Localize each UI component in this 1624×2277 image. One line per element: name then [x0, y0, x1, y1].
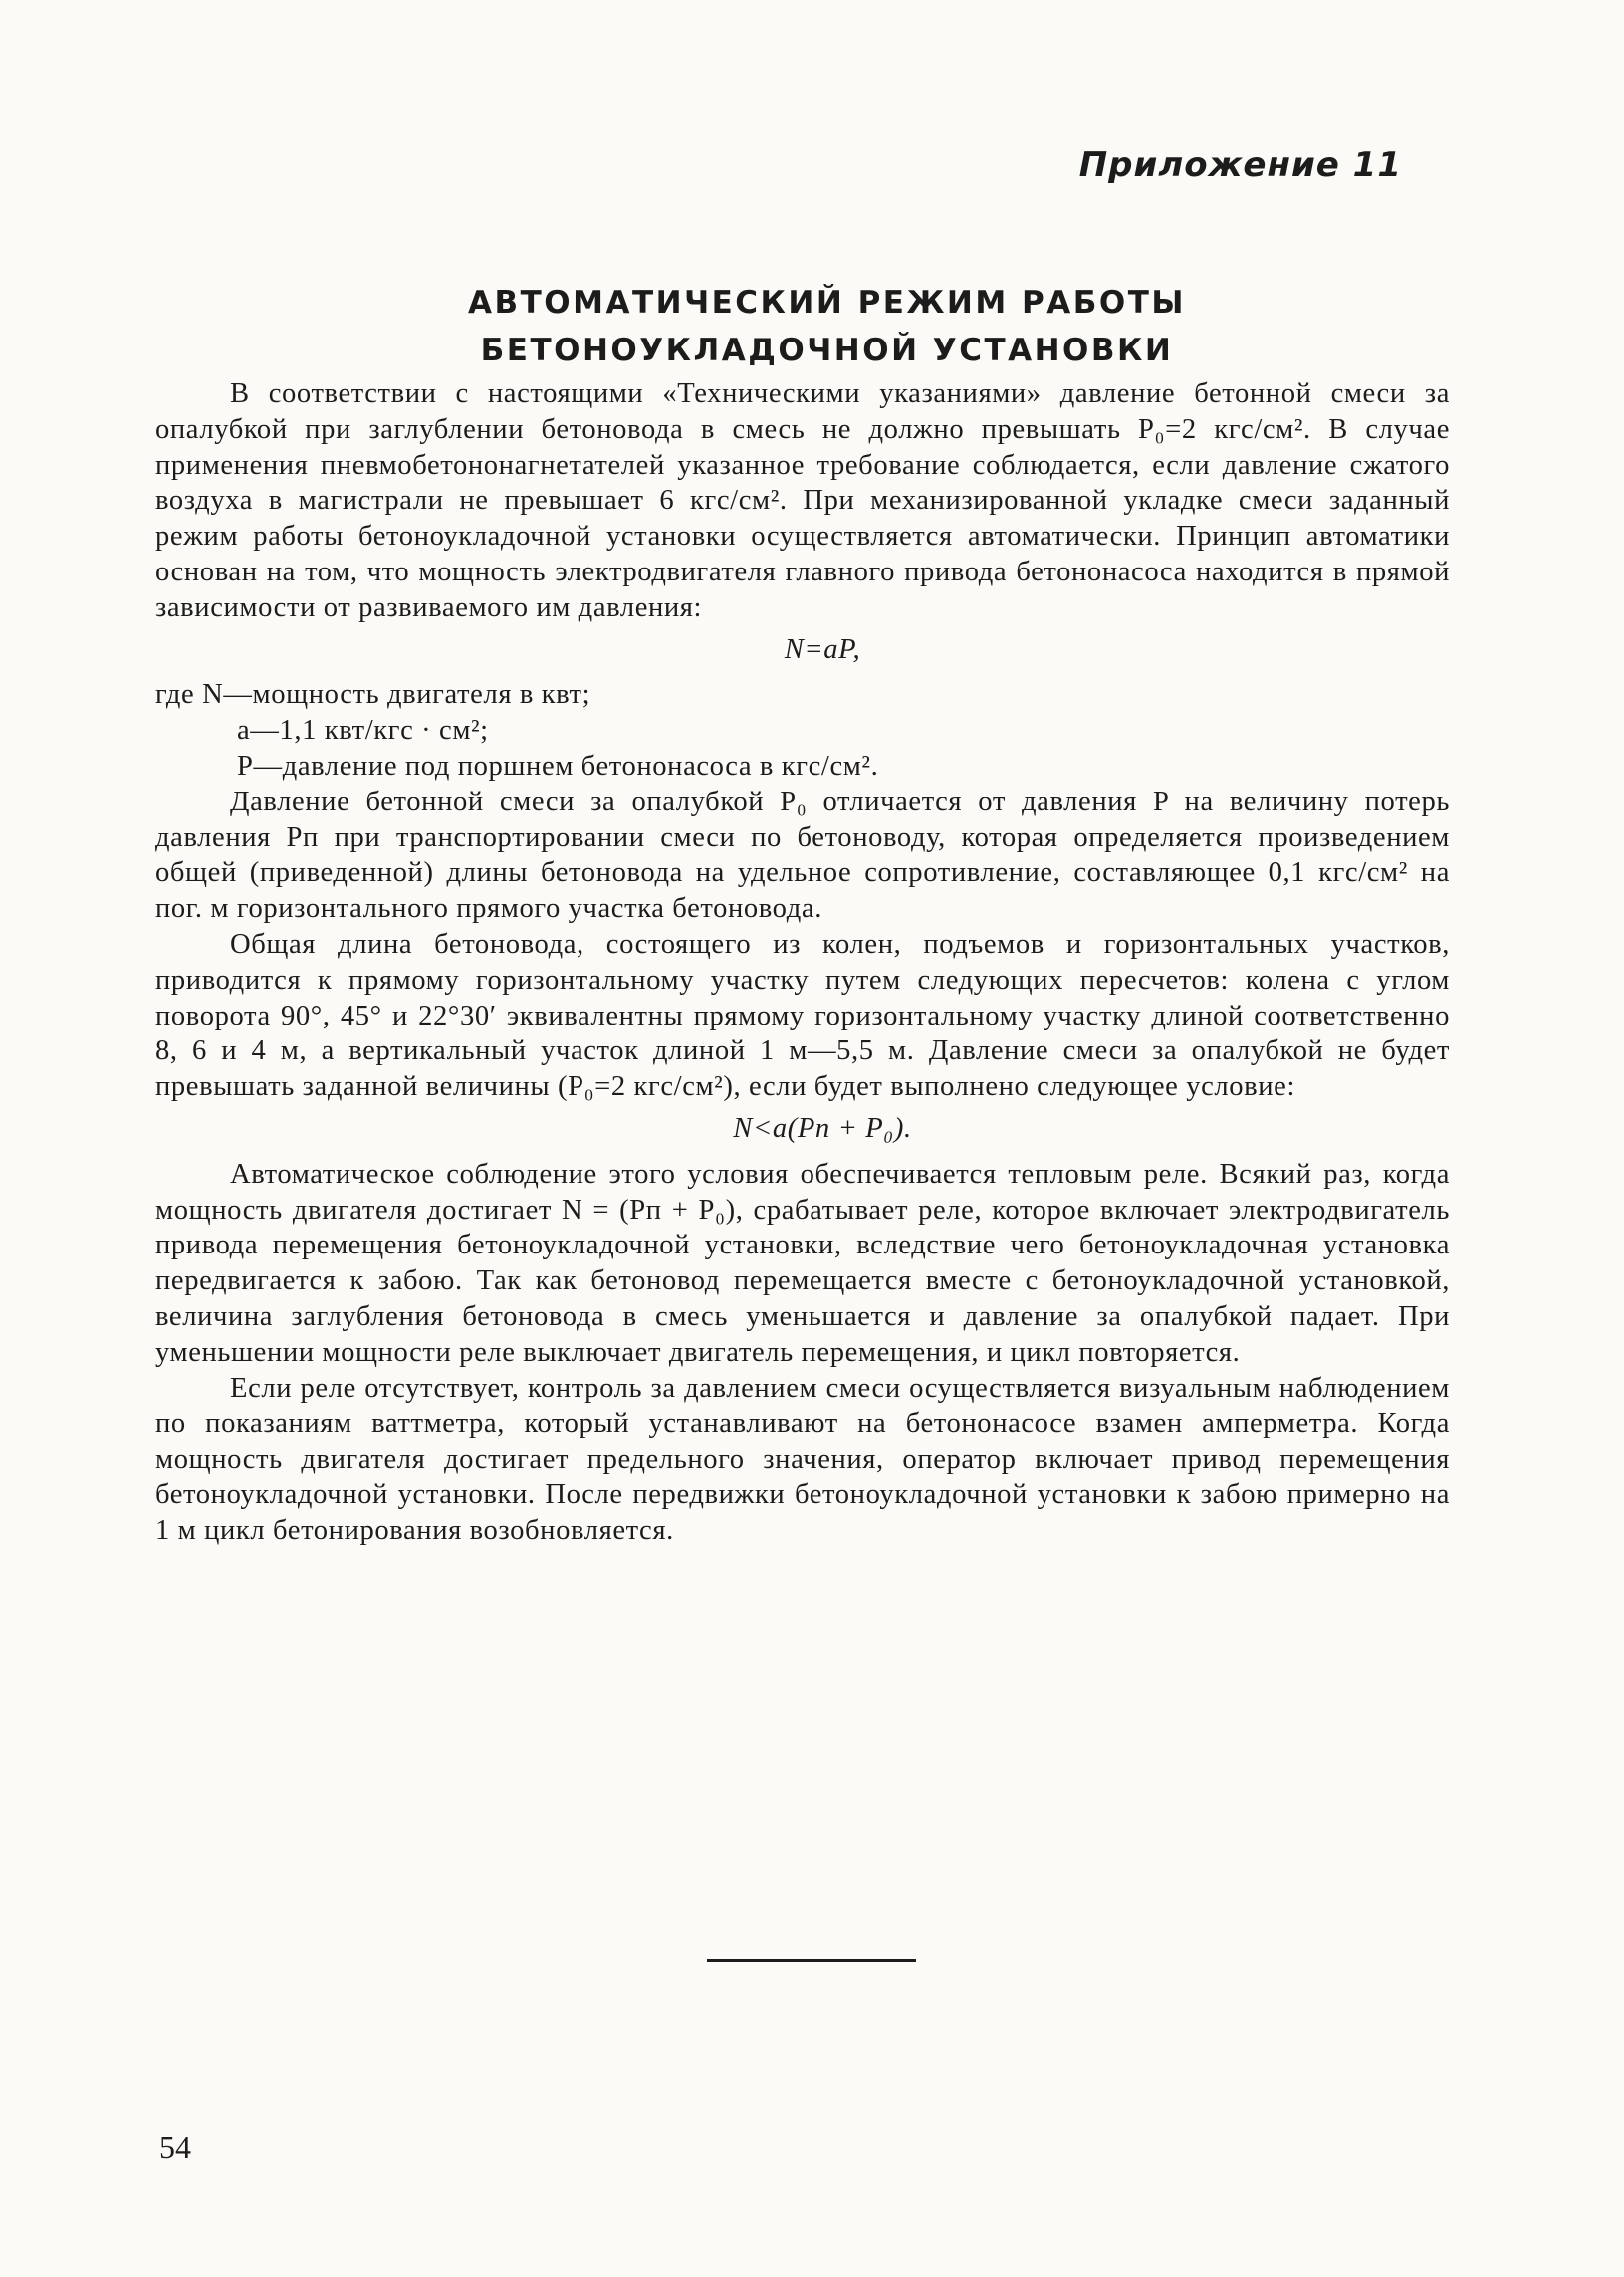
title-line-1: АВТОМАТИЧЕСКИЙ РЕЖИМ РАБОТЫ: [468, 285, 1186, 321]
paragraph-pipeline-length: Общая длина бетоновода, состоящего из колен, подъемов и горизонтальных участков, приводится к прямому горизонтальному участку путем следующих пересчетов: колена с углом поворота 90°, 45° и 22°30′ эквивалентны прямому горизонтальному участку длиной соответственно 8, 6 и 4 м, а вертикальный участок длиной 1 м—5,5 м. Давление смеси за опалубкой не будет превышать заданной величины (P₀=2 кгс/см²), если будет выполнено следующее условие:: [155, 928, 1450, 1103]
section-divider: [707, 1959, 916, 1962]
paragraph-thermal-relay: Автоматическое соблюдение этого условия обеспечивается тепловым реле. Всякий раз, когда мощность двигателя достигает N = (Pп + P₀), срабатывает реле, которое включает электродвигатель привода перемещения бетоноукладочной установки, вследствие чего бетоноукладочная установка передвигается к забою. Так как бетоновод перемещается вместе с бетоноукладочной установкой, величина заглубления бетоновода в смесь уменьшается и давление за опалубкой падает. При уменьшении мощности реле выключает двигатель перемещения, и цикл повторяется.: [155, 1158, 1450, 1368]
paragraph-intro: В соответствии с настоящими «Техническими указаниями» давление бетонной смеси за опалубкой при заглублении бетоновода в смесь не должно превышать P₀=2 кгс/см². В случае применения пневмобетононагнетателей указанное требование соблюдается, если давление сжатого воздуха в магистрали не превышает 6 кгс/см². При механизированной укладке смеси заданный режим работы бетоноукладочной установки осуществляется автоматически. Принцип автоматики основан на том, что мощность электродвигателя главного привода бетононасоса находится в прямой зависимости от развиваемого им давления:: [155, 378, 1450, 623]
page-number: 54: [159, 2129, 191, 2164]
title-line-2: БЕТОНОУКЛАДОЧНОЙ УСТАНОВКИ: [480, 333, 1174, 368]
definition-n: где N—мощность двигателя в квт;: [155, 679, 591, 711]
paragraph-manual-control: Если реле отсутствует, контроль за давлением смеси осуществляется визуальным наблюдением по показаниям ваттметра, который устанавливают на бетононасосе взамен амперметра. Когда мощность двигателя достигает предельного значения, оператор включает привод перемещения бетоноукладочной установки. После передвижки бетоноукладочной установки к забою примерно на 1 м цикл бетонирования возобновляется.: [155, 1372, 1450, 1546]
definition-p: P—давление под поршнем бетононасоса в кгс/см².: [237, 750, 879, 782]
paragraph-pressure-loss: Давление бетонной смеси за опалубкой P₀ отличается от давления P на величину потерь давления Pп при транспортировании смеси по бетоноводу, которая определяется произведением общей (приведенной) длины бетоновода на удельное сопротивление, составляющее 0,1 кгс/см² на пог. м горизонтального прямого участка бетоновода.: [155, 786, 1450, 925]
body-text: [155, 376, 1450, 1549]
formula-power: N=aP,: [784, 633, 861, 665]
page-title: [0, 279, 1624, 374]
definition-a: a—1,1 квт/кгс · см²;: [237, 715, 489, 747]
formula-condition: N<a(Pп + P₀).: [733, 1112, 912, 1144]
appendix-label: Приложение 11: [1078, 145, 1402, 185]
